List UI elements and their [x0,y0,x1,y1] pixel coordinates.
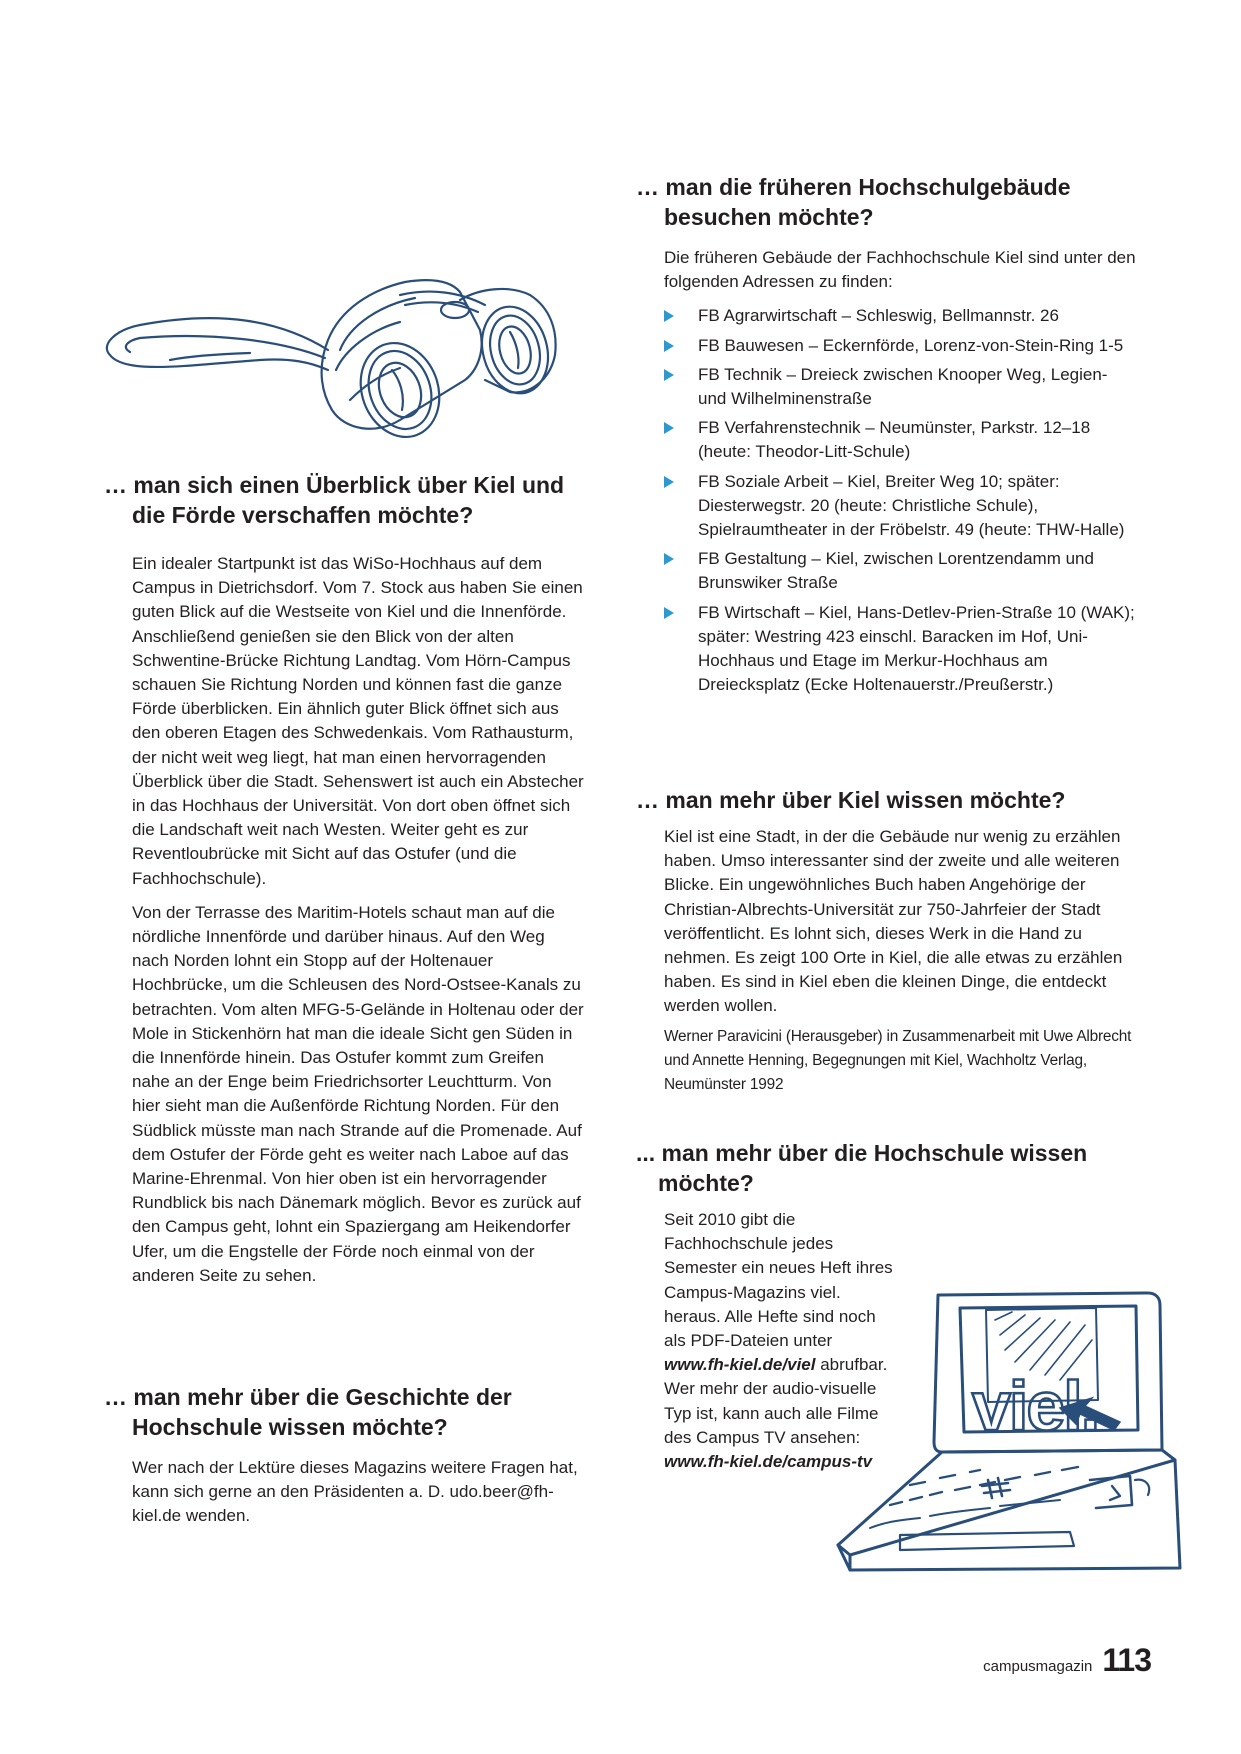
buildings-intro: Die früheren Gebäude der Fachhochschule Kiel sind unter den folgenden Adressen zu finden: [664,248,1136,292]
section-history [104,1382,584,1529]
laptop-screen-logo: viel. [972,1367,1099,1445]
bullet-triangle-icon [664,553,674,565]
viel-link[interactable]: www.fh-kiel.de/viel [664,1355,816,1375]
overview-paragraph-1: Ein idealer Startpunkt ist das WiSo-Hochhaus auf dem Campus in Dietrichsdorf. Vom 7. Stock aus haben Sie einen guten Blick auf die Westseite von Kiel und die Innenförde. Anschließend genießen sie den Blick von der alten Schwentine-Brücke Richtung Landtag. Vom Hörn-Campus schauen Sie Richtung Norden und können fast die ganze Förde überblicken. Ein ähnlich guter Blick öffnet sich aus den oberen Etagen des Schwedenkais. Vom Rathausturm, der nicht weit weg liegt, hat man einen hervorragenden Überblick über die Stadt. Sehenswert ist auch ein Abstecher in das Hochhaus der Universität. Von dort oben öffnet sich die Landschaft weit nach Westen. Weiter geht es zur Reventloubrücke mit Sicht auf das Ostufer (und die Fachhochschule). [132,554,584,888]
magazine-label: campusmagazin [983,1658,1093,1675]
university-paragraph: Seit 2010 gibt die Fachhochschule jedes Semester ein neues Heft ihres Campus-Magazins viel. heraus. Alle Hefte sind noch als PDF-Dateien unter www.fh-kiel.de/viel abrufbar. Wer mehr der audio-visuelle Typ ist, kann auch alle Filme des Campus TV ansehen: www.fh-kiel.de/campus-tv [664,1210,893,1472]
heading-kiel: … man mehr über Kiel wissen möchte? [636,787,1066,813]
list-item: FB Technik – Dreieck zwischen Knooper Weg, Legien- und Wilhelminenstraße [664,363,1136,411]
binoculars-icon [100,270,560,460]
list-item: FB Bauwesen – Eckernförde, Lorenz-von-Stein-Ring 1-5 [664,334,1136,358]
magazine-name: viel. [810,1282,841,1302]
section-overview [104,470,584,1288]
overview-paragraph-2: Von der Terrasse des Maritim-Hotels schaut man auf die nördliche Innenförde und darüber hinaus. Auf den Weg nach Norden lohnt ein Stopp auf der Holtenauer Hochbrücke, um die Schleusen des Nord-Ostsee-Kanals zu betrachten. Vom alten MFG-5-Gelände in Holtenau oder der Mole in Stickenhörn hat man die ideale Sicht gen Süden in die Innenförde hinein. Das Ostufer kommt zum Greifen nahe an der Enge beim Friedrichsorter Leuchtturm. Von hier sieht man die Außenförde Richtung Norden. Für den Südblick müsste man nach Strande auf die Promenade. Auf dem Ostufer der Förde geht es weiter nach Laboe auf das Marine-Ehrenmal. Von hier oben ist ein hervorragender Rundblick bis nach Dänemark möglich. Bevor es zurück auf den Campus geht, lohnt ein Spaziergang am Heikendorfer Ufer, um die Engstelle der Förde noch einmal von der anderen Seite zu sehen. [132,902,584,1285]
bullet-triangle-icon [664,340,674,352]
list-item: FB Agrarwirtschaft – Schleswig, Bellmannstr. 26 [664,304,1136,328]
heading-buildings: … man die früheren Hochschulgebäude besuchen möchte? [636,174,1071,230]
section-buildings [636,172,1136,702]
list-item: FB Gestaltung – Kiel, zwischen Lorentzendamm und Brunswiker Straße [664,547,1136,595]
campus-tv-link[interactable]: www.fh-kiel.de/campus-tv [664,1452,873,1472]
bullet-triangle-icon [664,310,674,322]
history-paragraph: Wer nach der Lektüre dieses Magazins weitere Fragen hat, kann sich gerne an den Präsidenten a. D. udo.beer@fh-kiel.de wenden. [132,1458,578,1526]
page-number: 113 [1102,1642,1151,1678]
heading-university: ... man mehr über die Hochschule wissen möchte? [636,1140,1088,1196]
heading-history: … man mehr über die Geschichte der Hochschule wissen möchte? [104,1384,512,1440]
bullet-triangle-icon [664,422,674,434]
list-item: FB Wirtschaft – Kiel, Hans-Detlev-Prien-Straße 10 (WAK); später: Westring 423 einschl. Baracken im Hof, Uni-Hochhaus und Etage im Merkur-Hochhaus am Dreiecksplatz (Ecke Holtenauerstr./Preußerstr.) [664,601,1136,698]
buildings-list [636,304,1136,697]
book-reference: Werner Paravicini (Herausgeber) in Zusammenarbeit mit Uwe Albrecht und Annette Henning, Begegnungen mit Kiel, Wachholtz Verlag, Neumünster 1992 [664,1027,1132,1093]
kiel-paragraph: Kiel ist eine Stadt, in der die Gebäude nur wenig zu erzählen haben. Umso interessanter sind der zweite und alle weiteren Blicke. Ein ungewöhnliches Buch haben Angehörige der Christian-Albrechts-Universität zur 750-Jahrfeier der Stadt veröffentlicht. Es lohnt sich, dieses Werk in die Hand zu nehmen. Es zeigt 100 Orte in Kiel, die alle etwas zu erzählen haben. Es sind in Kiel eben die kleinen Dinge, die entdeckt werden wollen. [664,827,1123,1016]
bullet-triangle-icon [664,607,674,619]
list-item: FB Soziale Arbeit – Kiel, Breiter Weg 10; später: Diesterwegstr. 20 (heute: Christliche Schule), Spielraumtheater in der Fröbelstr. 49 (heute: THW-Halle) [664,470,1136,543]
bullet-triangle-icon [664,369,674,381]
bullet-triangle-icon [664,476,674,488]
list-item: FB Verfahrenstechnik – Neumünster, Parkstr. 12–18 (heute: Theodor-Litt-Schule) [664,416,1136,464]
section-kiel [636,785,1136,1097]
page-footer [983,1642,1151,1679]
heading-overview: … man sich einen Überblick über Kiel und die Förde verschaffen möchte? [104,472,565,528]
laptop-icon [830,1290,1190,1590]
